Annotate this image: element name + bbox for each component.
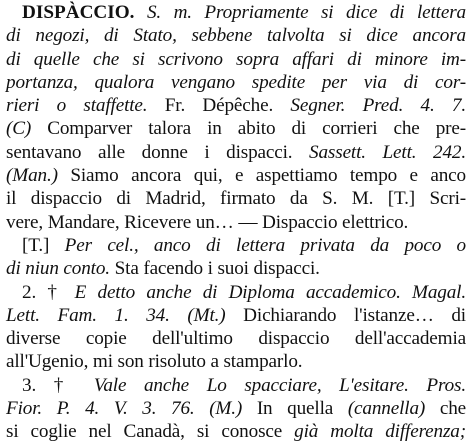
italic-text: Per cel., anco di lettera privata da poco o	[64, 234, 467, 256]
italic-text: Vale anche Lo spacciare, L'esitare. Pros.	[93, 374, 466, 396]
italic-text: (Man.)	[6, 165, 58, 187]
italic-text: Segner. Pred. 4. 7.	[290, 95, 467, 117]
text-line	[6, 374, 466, 397]
text-line	[6, 141, 466, 164]
italic-text: E detto anche di Diploma accademico. Magal.	[74, 281, 466, 303]
text-line	[6, 187, 466, 210]
body-text: che	[425, 398, 467, 420]
dictionary-entry-dispaccio	[6, 1, 466, 444]
text-line	[6, 281, 466, 304]
text-line	[6, 24, 466, 47]
body-text: diverse copie dell'ultimo dispaccio dell'accademia	[6, 328, 466, 350]
text-line	[6, 211, 466, 234]
text-line	[6, 257, 466, 280]
text-line	[6, 117, 466, 140]
italic-text: (cannella)	[347, 398, 426, 420]
body-text: vere, Mandare, Ricevere un… — Dispaccio elettrico.	[6, 211, 409, 233]
headword: DISPÀCCIO.	[22, 2, 135, 23]
italic-text: Lett. Fam. 1. 34. (Mt.)	[6, 304, 226, 326]
text-line	[6, 94, 466, 117]
text-line	[6, 327, 466, 350]
italic-text: di negozi, di Stato, sebbene talvolta si dice ancora	[6, 25, 466, 47]
body-text: Fr. Dépêche.	[147, 95, 291, 117]
body-text: [T.]	[22, 234, 65, 256]
body-text: Sta facendo i suoi dispacci.	[109, 258, 320, 280]
text-line	[6, 420, 466, 443]
italic-text: portanza, qualora vengano spedite per via di cor-	[6, 71, 466, 93]
body-text: Comparver talora in abito di corrieri che pre-	[31, 118, 466, 140]
text-line	[6, 1, 466, 24]
text-line	[6, 304, 466, 327]
body-text: Dichiarando l'istanze… di	[225, 304, 466, 326]
italic-text: (C)	[6, 118, 32, 140]
text-line	[6, 234, 466, 257]
italic-text: di quelle che si scrivono sopra affari di minore im-	[6, 48, 466, 70]
body-text: Siamo ancora qui, e aspettiamo tempo e anco	[57, 165, 466, 187]
body-text: il dispaccio di Madrid, firmato da S. M. [T.] Scri-	[6, 188, 466, 210]
italic-text: Fior. P. 4. V. 3. 76. (M.)	[6, 398, 243, 420]
body-text: 3. †	[22, 374, 94, 396]
italic-text: di niun conto.	[6, 258, 110, 280]
body-text: si coglie nel Canadà, si conosce	[6, 421, 295, 443]
body-text: sentavano alle donne i dispacci.	[6, 141, 310, 163]
italic-text: già molta differenza;	[294, 421, 466, 443]
italic-text: rieri o staffette.	[6, 95, 148, 117]
text-line	[6, 71, 466, 94]
body-text	[134, 2, 147, 23]
text-line	[6, 164, 466, 187]
body-text: In quella	[242, 398, 348, 420]
body-text: 2. †	[22, 281, 75, 303]
italic-text: S. m. Propriamente si dice di lettera	[146, 2, 466, 23]
text-line	[6, 350, 466, 373]
italic-text: Sassett. Lett. 242.	[309, 141, 466, 163]
body-text: all'Ugenio, mi son risoluto a stamparlo.	[6, 351, 303, 373]
text-line	[6, 48, 466, 71]
